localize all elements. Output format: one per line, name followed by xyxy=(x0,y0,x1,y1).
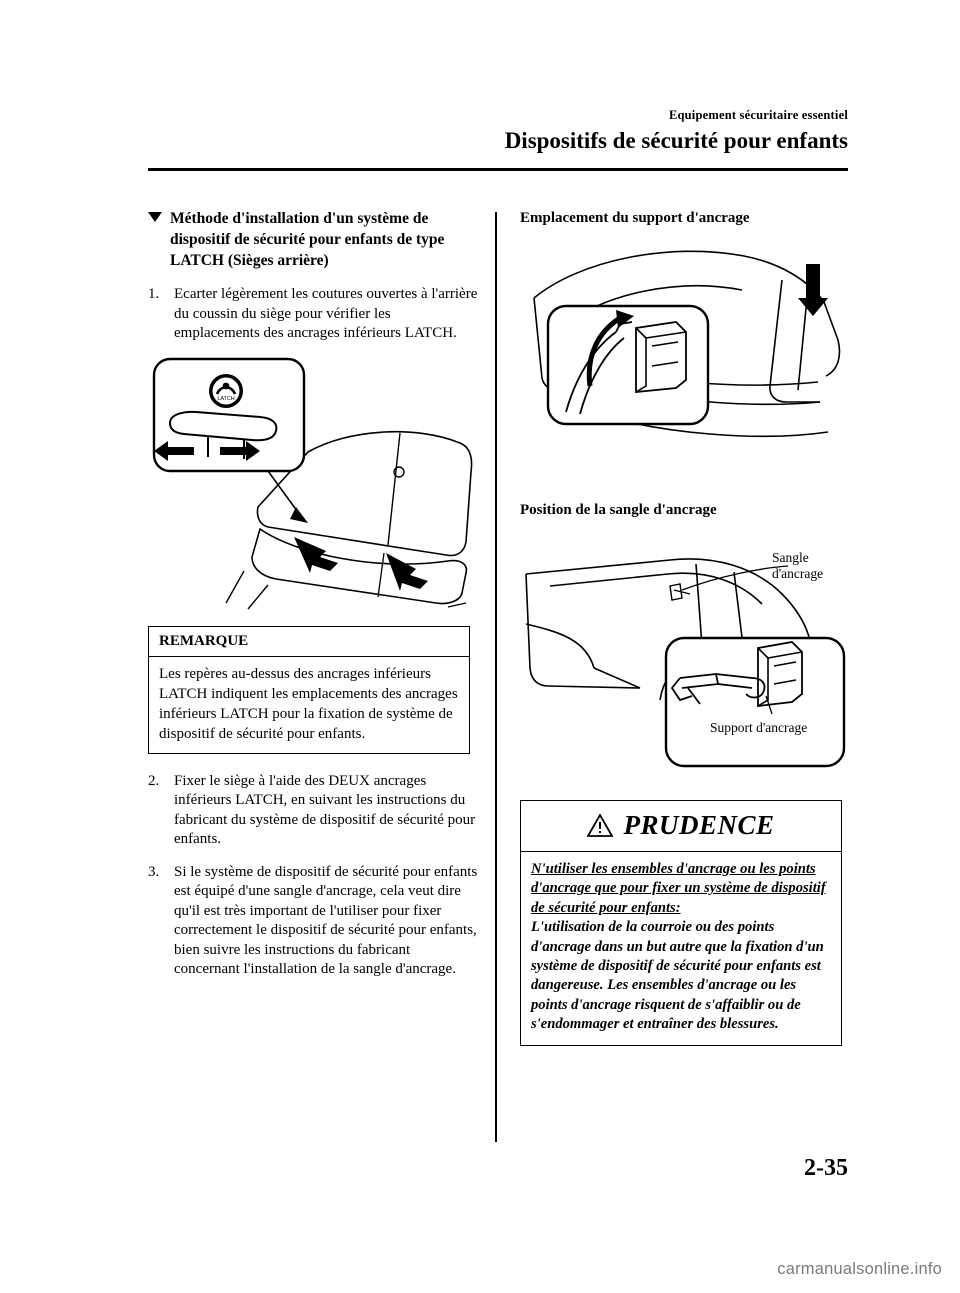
step-number: 1. xyxy=(148,286,160,302)
latch-anchor-illustration xyxy=(148,357,478,612)
header-divider xyxy=(148,168,848,171)
bracket-label-text: Support d'ancrage xyxy=(710,720,808,735)
list-item xyxy=(148,285,478,344)
page-title: Dispositifs de sécurité pour enfants xyxy=(504,128,848,153)
strap-label xyxy=(772,550,850,582)
note-box xyxy=(148,626,470,754)
anchor-location-illustration xyxy=(520,236,850,486)
list-item xyxy=(148,772,478,850)
list-item xyxy=(148,863,478,980)
step-text: Si le système de dispositif de sécurité pour enfants est équipé d'une sangle d'ancrage, cela veut dire qu'il est très important de l'utiliser pour fixer correctement le dispositif de sécurité pour enfants, bien suivre les instructions du fabricant concernant l'installation de la sangle d'ancrage. xyxy=(174,863,478,977)
caution-lead: N'utiliser les ensembles d'ancrage ou les points d'ancrage que pour fixer un système de dispositif de sécurité pour enfants: xyxy=(531,861,826,916)
latch-anchor-figure xyxy=(148,357,478,612)
anchor-location-heading: Emplacement du support d'ancrage xyxy=(520,210,750,226)
bracket-label xyxy=(710,720,807,736)
steps-list xyxy=(148,285,478,344)
svg-text:LATCH: LATCH xyxy=(217,395,235,402)
anchor-location-figure xyxy=(520,236,850,486)
strap-label-text: Sangle d'ancrage xyxy=(772,550,824,581)
section-heading xyxy=(148,208,478,271)
caution-body xyxy=(521,852,841,1045)
step-number: 3. xyxy=(148,863,160,880)
steps-list-continued xyxy=(148,772,478,980)
strap-position-figure xyxy=(520,528,850,778)
step-text: Fixer le siège à l'aide des DEUX ancrages inférieurs LATCH, en suivant les instructions du fabricant du système de dispositif de sécurité pour enfants. xyxy=(174,772,476,847)
watermark: carmanualsonline.info xyxy=(777,1260,942,1278)
page-number: 2-35 xyxy=(804,1155,848,1181)
note-title: REMARQUE xyxy=(149,627,469,657)
section-heading-text: Méthode d'installation d'un système de dispositif de sécurité pour enfants de type LATCH (Sièges arrière) xyxy=(170,210,445,269)
warning-triangle-icon xyxy=(587,814,613,837)
step-text: Ecarter légèrement les coutures ouvertes à l'arrière du coussin du siège pour vérifier les emplacements des ancrages inférieurs LATCH. xyxy=(174,286,478,341)
right-column xyxy=(520,208,850,1046)
caution-title: PRUDENCE xyxy=(623,810,775,840)
note-body: Les repères au-dessus des ancrages inférieurs LATCH indiquent les emplacements des ancrages inférieurs LATCH pour la fixation de système de dispositif de sécurité pour enfants. xyxy=(159,665,458,742)
header-eyebrow: Equipement sécuritaire essentiel xyxy=(668,108,848,122)
caution-text: L'utilisation de la courroie ou des points d'ancrage dans un but autre que la fixation d'un système de dispositif de sécurité pour enfants est dangereuse. Les ensembles d'ancrage ou les points d'ancrage risquent de s'affaiblir ou de s'endommager et entraîner des blessures. xyxy=(531,919,824,1033)
caution-header xyxy=(521,801,841,852)
left-column xyxy=(148,208,478,993)
triangle-bullet-icon xyxy=(148,212,162,222)
step-number: 2. xyxy=(148,772,160,789)
column-divider xyxy=(495,212,497,1142)
caution-box xyxy=(520,800,842,1046)
page-header xyxy=(148,108,848,156)
strap-position-heading: Position de la sangle d'ancrage xyxy=(520,502,717,518)
